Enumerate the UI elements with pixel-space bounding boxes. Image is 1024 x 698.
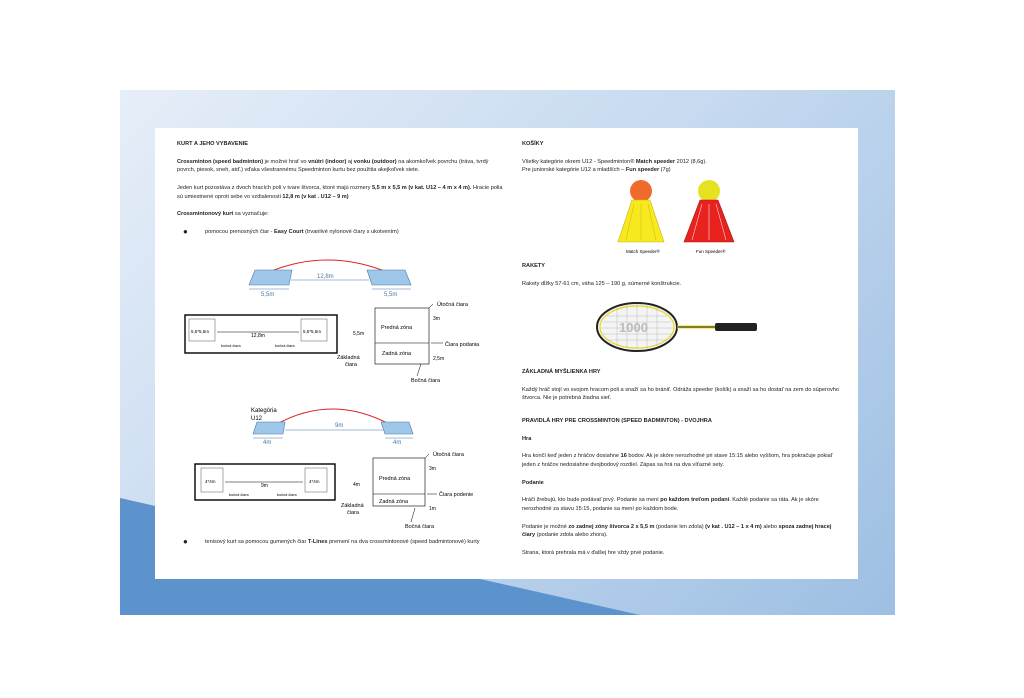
paragraph-court-marking: Crossmintonový kurt sa vyznačuje:	[177, 211, 269, 218]
front-depth: 3m	[433, 316, 440, 322]
rackets-section	[522, 262, 840, 297]
serve-line: Čiara podenie	[439, 492, 474, 498]
side-line-left: bočná čiara	[229, 493, 249, 497]
front-zone: Predná zóna	[381, 325, 413, 331]
caption-fun-speeder: Fun Speeder®	[696, 249, 726, 254]
left-column	[177, 140, 507, 246]
serve-line: Čiara podania	[445, 342, 480, 348]
size-label-right: 5,5m	[384, 292, 398, 298]
side-line-bottom: Bočná čiara	[411, 378, 441, 384]
racket-string-logo: 1000	[619, 320, 648, 335]
box-label-right: 4*4m	[309, 479, 320, 484]
front-zone: Predná zóna	[379, 476, 411, 482]
paragraph-intro: Crossminton (speed badminton) je možné hrať vo vnútri (indoor) aj vonku (outdoor) na akomkoľvek povrchu (tráva, tvrdý povrch, piesok, sneh, atď.) vďaka všestrannému Speedminton kurtu bez použitia akejkoľvek siete.	[177, 158, 489, 174]
court-diagram-senior	[177, 258, 507, 398]
side-line-bottom: Bočná čiara	[405, 524, 435, 530]
back-zone: Zadná zóna	[379, 499, 409, 505]
paragraph-rackets: Rakety dĺžky 57-61 cm, váha 125 – 190 g, súmerné konštrukcie.	[522, 280, 682, 287]
speeder-shuttles-image	[612, 178, 742, 260]
side-length: 5,5m	[353, 331, 365, 337]
size-label-left: 4m	[263, 440, 272, 446]
heading-game: Hra	[522, 435, 532, 442]
paragraph-serve: Hráči žrebujú, kto bude podávať prvý. Podanie sa mení po každom treťom podaní. Každé podanie sa ráta. Ak je skóre nerozhodné za stavu 15:15, podanie sa mení po každom bode.	[522, 497, 819, 512]
box-label-left: 5,5*5,5m	[191, 329, 210, 334]
fun-speeder-icon	[684, 180, 734, 242]
left-column-bottom	[177, 538, 495, 556]
caption-match-speeder: Match Speeder®	[626, 249, 660, 254]
side-length: 4m	[353, 482, 360, 488]
paragraph-shuttles-a: Všetky kategórie okrem U12 - Speedminton® Match speeder 2012 (8,6g).	[522, 158, 707, 165]
racket-image	[595, 296, 760, 358]
heading-court: KURT A JEHO VYBAVENIE	[177, 141, 248, 147]
distance-label: 9m	[335, 423, 344, 429]
box-label-right: 5,5*5,5m	[303, 329, 322, 334]
paragraph-shuttles-b: Pre juniorské kategórie U12 a mladších – Fun speeder (7g)	[522, 167, 671, 174]
match-speeder-icon	[618, 180, 664, 242]
front-depth: 3m	[429, 466, 436, 472]
attack-line: Útočná čiara	[437, 302, 468, 308]
side-line-left: bočná čiara	[221, 344, 241, 348]
heading-rules: PRAVIDLÁ HRY PRE CROSSMINTON (SPEED BADMINTON) - DVOJHRA	[522, 417, 712, 424]
bullet-t-lines: ● tenisový kurt sa pomocou gumených čiar T-Lines premení na dva crossmintonové (speed badmintonové) kurty	[183, 537, 480, 546]
paragraph-basic-idea: Každý hráč stojí vo svojom hracom poli a snaží sa ho brániť. Odráža speeder (košík) a snaží sa ho dostať na zem do súperovho štvorca. Nie je potrebná žiadna sieť.	[522, 386, 839, 402]
category-value: U12	[251, 416, 263, 422]
box-label-left: 4*4m	[205, 479, 216, 484]
size-label-left: 5,5m	[261, 292, 275, 298]
base-line: Základná	[341, 503, 364, 509]
box-distance: 12,8m	[251, 333, 265, 339]
heading-serve: Podanie	[522, 479, 544, 486]
paragraph-court-size: Jeden kurt pozostáva z dvoch hracích polí v tvare štvorca, ktoré majú rozmery 5,5 m x 5,5 m (v kat. U12 – 4 m x 4 m). Hracie polia sú umiestnené oproti sebe vo vzdialenosti 12,8 m (v kat . U12 – 9 m)	[177, 184, 503, 200]
size-label-right: 4m	[393, 440, 402, 446]
paragraph-serve-zone: Podanie je možné zo zadnej zóny štvorca 2 x 5,5 m (podanie len zdola) (v kat . U12 – 1 x 4 m) alebo spoza zadnej hracej čiary (podanie zdola alebo zhora).	[522, 523, 832, 539]
heading-rackets: RAKETY	[522, 263, 545, 269]
paragraph-game: Hra končí keď jeden z hráčov dosiahne 16 bodov. Ak je skóre nerozhodné pri stave 15:15 alebo vyššom, hra pokračuje pokiaľ jeden z hráčov nedosiahne dvojbodový rozdiel. Zápas sa hrá na dva víťazné sety.	[522, 453, 833, 468]
side-line-right: bočná čiara	[277, 493, 297, 497]
category-label: Kategória	[251, 408, 277, 414]
rules-section	[522, 368, 840, 567]
base-line-2: čiara	[347, 510, 359, 516]
back-depth: 1m	[429, 506, 436, 512]
back-depth: 2,5m	[433, 356, 445, 362]
distance-label: 12,8m	[317, 274, 334, 280]
base-line: Základná	[337, 355, 360, 361]
paragraph-loser-serves: Strana, ktorá prehrala má v ďalšej hre vždy prvé podanie.	[522, 549, 665, 556]
side-line-right: bočná čiara	[275, 344, 295, 348]
heading-basic-idea: ZÁKLADNÁ MYŠLIENKA HRY	[522, 369, 601, 375]
box-distance: 9m	[261, 483, 268, 489]
court-diagram-u12	[177, 400, 507, 532]
back-zone: Zadná zóna	[382, 351, 412, 357]
bullet-easy-court: ● pomocou prenosných čiar - Easy Court (trvanlivé nylonové čiary s ukotvením)	[183, 226, 399, 236]
attack-line: Útočná čiara	[433, 452, 464, 458]
base-line-2: čiara	[345, 362, 357, 368]
heading-shuttles: KOŠÍKY	[522, 141, 544, 147]
